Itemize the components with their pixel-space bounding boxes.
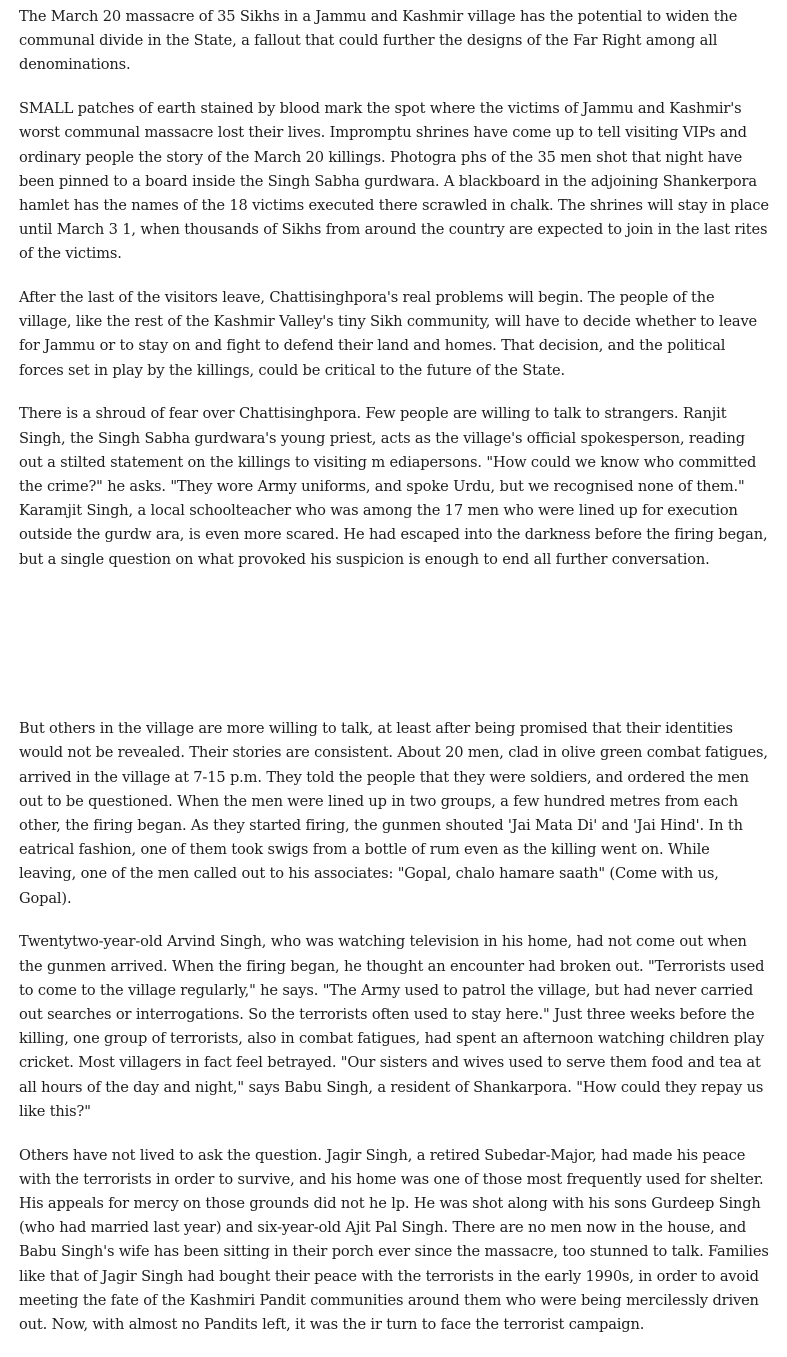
article-paragraph: But others in the village are more willing to talk, at least after being promised that their identities would not be revealed. Their stories are consistent. About 20 men, clad in olive green combat fatigues, arrived in the village at 7-15 p.m. They told the people that they were soldiers, and ordered the men out to be questioned. When the men were lined up in two groups, a few hundred metres from each other, the firing began. As they started firing, the gunmen shouted 'Jai Mata Di' and 'Jai Hind'. In th eatrical fashion, one of them took swigs from a bottle of rum even as the killing went on. While leaving, one of the men called out to his associates: "Gopal, chalo hamare saath" (Come with us, Gopal). [19, 720, 768, 907]
article-paragraph: There is a shroud of fear over Chattisinghpora. Few people are willing to talk to strangers. Ranjit Singh, the Singh Sabha gurdwara's young priest, acts as the village's official spokesperson, reading out a stilted statement on the killings to visiting m ediapersons. "How could we know who committed the crime?" he asks. "They wore Army uniforms, and spoke Urdu, but we recognised none of them." Karamjit Singh, a local schoolteacher who was among the 17 men who were lined up for execution outside the gurdw ara, is even more scared. He had escaped into the darkness before the firing began, but a single question on what provoked his suspicion is enough to end all further conversation. [19, 405, 768, 568]
article-standfirst: The March 20 massacre of 35 Sikhs in a Jammu and Kashmir village has the potential to widen the communal divide in the State, a fallout that could further the designs of the Far Right among all denominations. [19, 8, 738, 74]
article-paragraph: Twentytwo-year-old Arvind Singh, who was watching television in his home, had not come out when the gunmen arrived. When the firing began, he thought an encounter had broken out. "Terrorists used to come to the village regularly," he says. "The Army used to patrol the village, but had never carried out searches or interrogations. So the terrorists often used to stay here." Just three weeks before the killing, one group of terrorists, also in combat fatigues, had spent an afternoon watching children play cricket. Most villagers in fact feel betrayed. "Our sisters and wives used to serve them food and tea at all hours of the day and night," says Babu Singh, a resident of Shankarpora. "How could they repay us like this?" [19, 933, 765, 1120]
ad-placeholder-gap [19, 591, 771, 717]
article-paragraph: SMALL patches of earth stained by blood mark the spot where the victims of Jammu and Kashmir's worst communal massacre lost their lives. Impromptu shrines have come up to tell visiting VIPs and ordinary people the story of the March 20 killings. Photogra phs of the 35 men shot that night have been pinned to a board inside the Singh Sabha gurdwara. A blackboard in the adjoining Shankerpora hamlet has the names of the 18 victims executed there scrawled in chalk. The shrines will stay in place until March 3 1, when thousands of Sikhs from around the country are expected to join in the last rites of the victims. [19, 100, 769, 263]
article-paragraph: After the last of the visitors leave, Chattisinghpora's real problems will begin. The people of the village, like the rest of the Kashmir Valley's tiny Sikh community, will have to decide whether to leave for Jammu or to stay on and fight to defend their land and homes. That decision, and the political forces set in play by the killings, could be critical to the future of the State. [19, 289, 758, 379]
article-body [19, 5, 771, 1357]
article-paragraph: Others have not lived to ask the question. Jagir Singh, a retired Subedar-Major, had made his peace with the terrorists in order to survive, and his home was one of those most frequently used for shelter. His appeals for mercy on those grounds did not he lp. He was shot along with his sons Gurdeep Singh (who had married last year) and six-year-old Ajit Pal Singh. There are no men now in the house, and Babu Singh's wife has been sitting in their porch ever since the massacre, too stunned to talk. Families like that of Jagir Singh had bought their peace with the terrorists in the early 1990s, in order to avoid meeting the fate of the Kashmiri Pandit communities around them who were being mercilessly driven out. Now, with almost no Pandits left, it was the ir turn to face the terrorist campaign. [19, 1146, 769, 1333]
